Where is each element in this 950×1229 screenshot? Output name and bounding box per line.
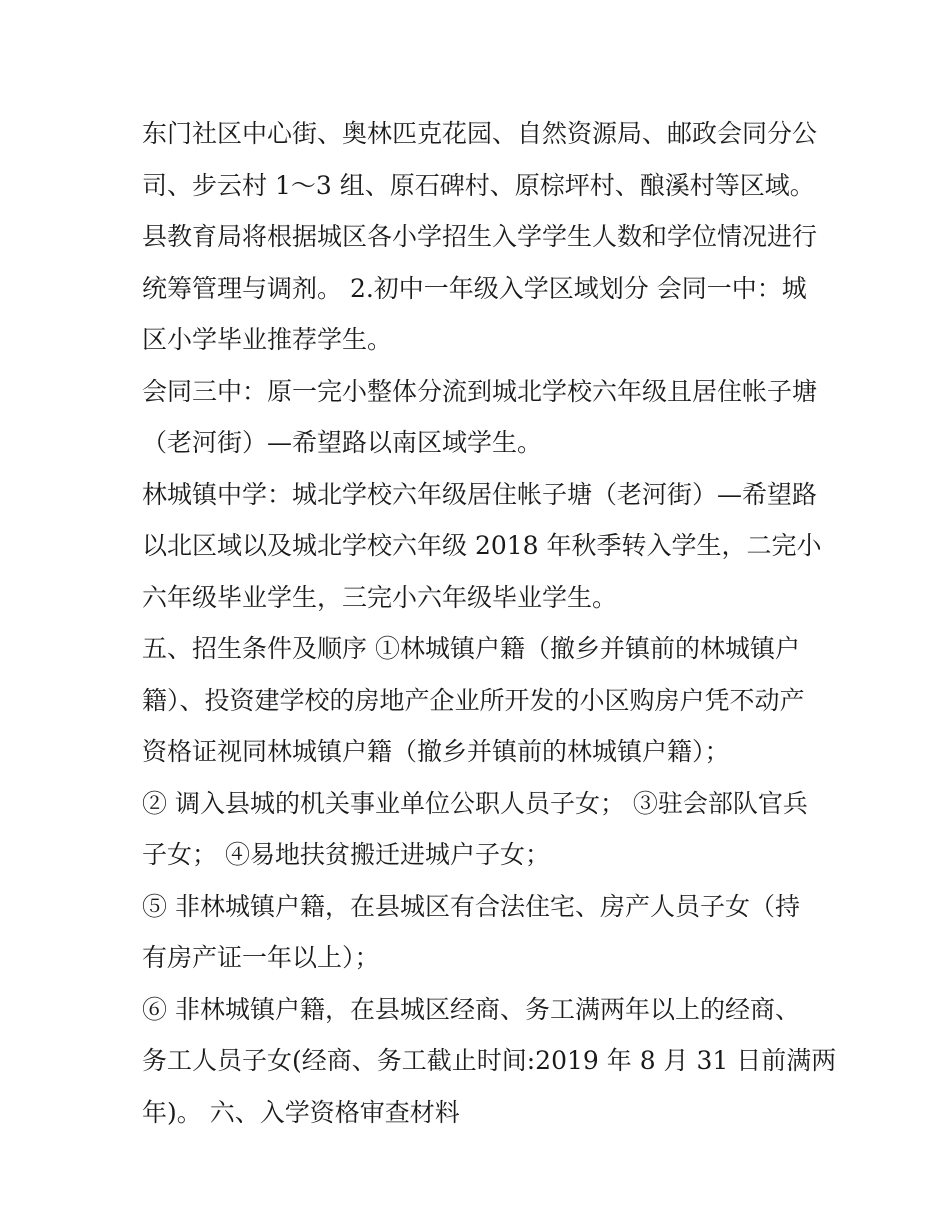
text-line: ⑥ 非林城镇户籍，在县城区经商、务工满两年以上的经商、 <box>142 994 800 1024</box>
text-line: 籍）、投资建学校的房地产企业所开发的小区购房户凭不动产 <box>142 685 805 715</box>
text-line: 林城镇中学：城北学校六年级居住帐子塘（老河街）—希望路 <box>142 479 818 509</box>
text-line: 司、步云村 1～3 组、原石碑村、原棕坪村、酿溪村等区域。 <box>142 170 815 200</box>
text-line: 资格证视同林城镇户籍（撤乡并镇前的林城镇户籍）； <box>142 737 730 766</box>
text-line: 子女； ④易地扶贫搬迁进城户子女； <box>142 840 550 869</box>
text-line: （老河街）—希望路以南区域学生。 <box>142 428 543 457</box>
text-line: 区小学毕业推荐学生。 <box>142 325 393 354</box>
text-line: 以北区域以及城北学校六年级 2018 年秋季转入学生，二完小 <box>142 531 822 560</box>
text-line: 务工人员子女(经商、务工截止时间:2019 年 8 月 31 日前满两 <box>142 1046 837 1075</box>
text-line: ⑤ 非林城镇户籍，在县城区有合法住宅、房产人员子女（持 <box>142 891 800 921</box>
text-line: 年)。 六、入学资格审查材料 <box>142 1097 460 1127</box>
text-line: 有房产证一年以上）； <box>142 943 380 972</box>
text-line: 五、招生条件及顺序 ①林城镇户籍（撤乡并镇前的林城镇户 <box>142 634 800 663</box>
text-line: 东门社区中心街、奥林匹克花园、自然资源局、邮政会同分公 <box>142 119 818 148</box>
text-line: ② 调入县城的机关事业单位公职人员子女； ③驻会部队官兵 <box>142 788 808 818</box>
text-line: 统筹管理与调剂。 2.初中一年级入学区域划分 会同一中：城 <box>142 273 807 303</box>
text-line: 县教育局将根据城区各小学招生入学学生人数和学位情况进行 <box>142 222 818 251</box>
text-line: 会同三中：原一完小整体分流到城北学校六年级且居住帐子塘 <box>142 376 818 406</box>
text-line: 六年级毕业学生，三完小六年级毕业学生。 <box>142 582 618 612</box>
document-body <box>142 108 837 1138</box>
